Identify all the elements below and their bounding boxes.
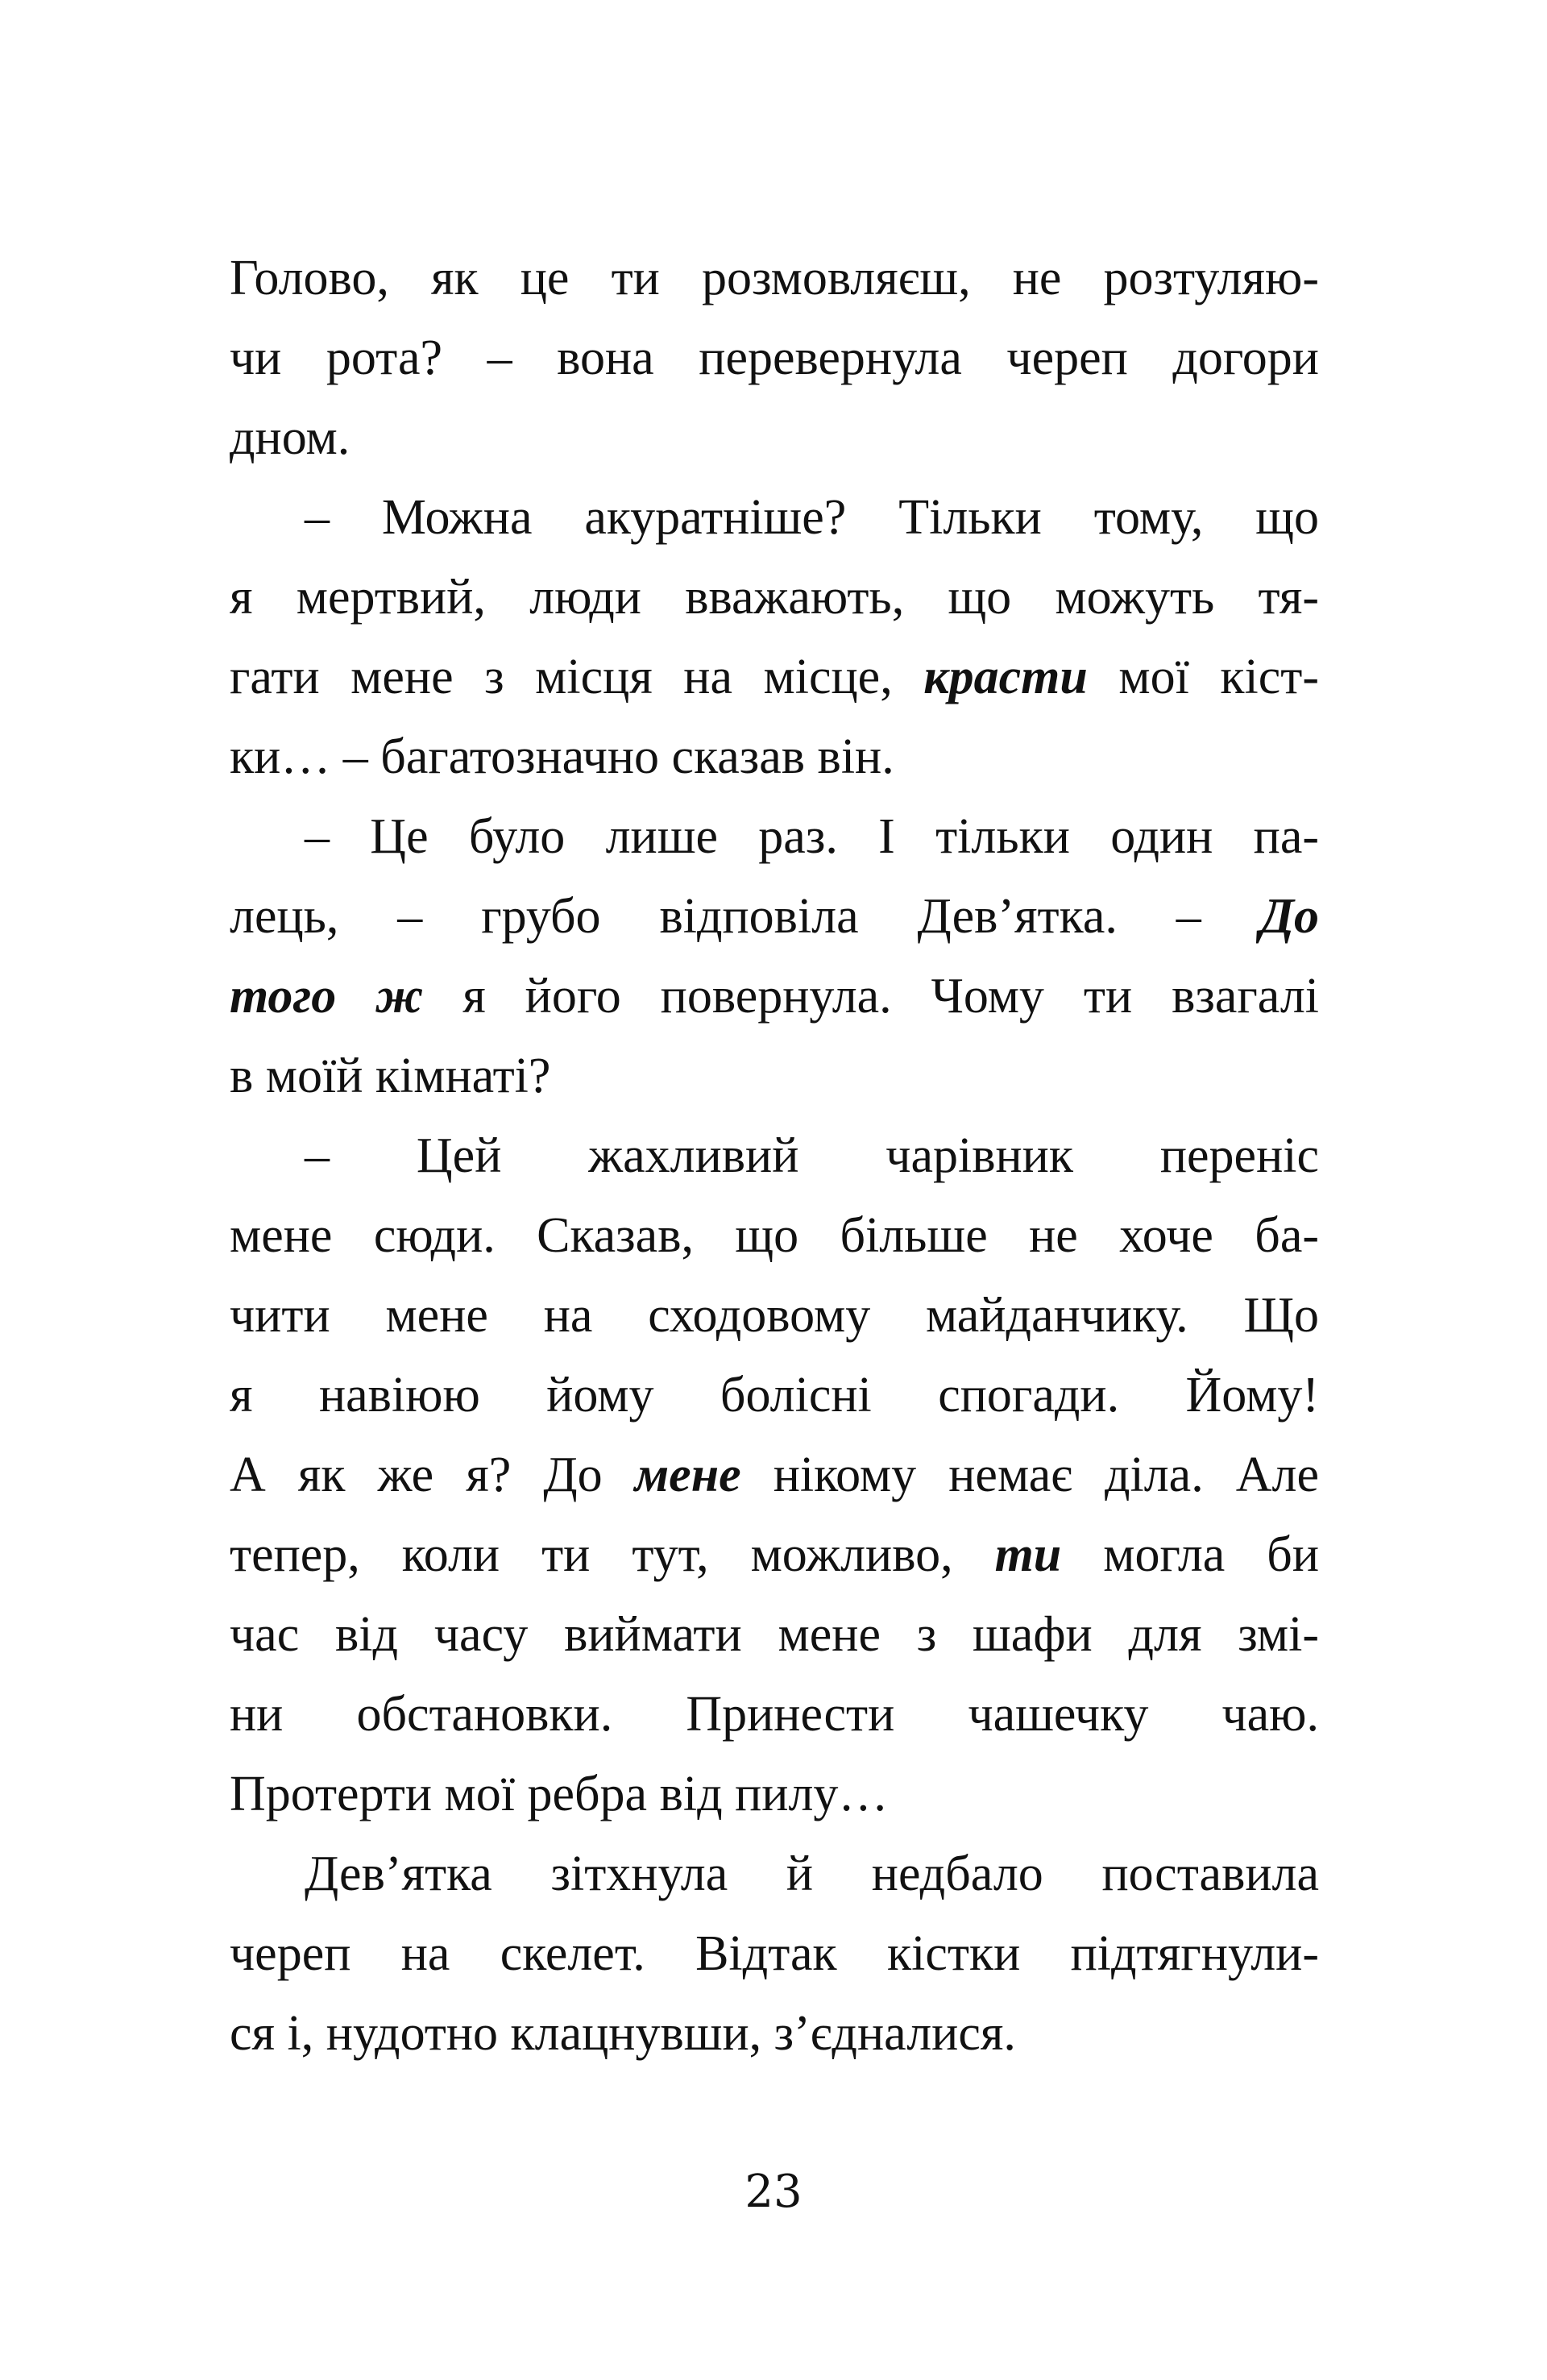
- text-line: [230, 1755, 1319, 1834]
- text-segment: лець, – грубо відповіла Дев’ятка. –: [230, 889, 1260, 944]
- text-segment: ся і, нудотно клацнувши, з’єдналися.: [230, 2006, 1016, 2061]
- paragraph-5: [230, 1834, 1319, 2074]
- text-line: [230, 1435, 1319, 1515]
- text-segment: – Можна акуратніше? Тільки тому, що: [305, 490, 1319, 545]
- text-segment: тепер, коли ти тут, можливо,: [230, 1527, 995, 1582]
- text-line: [230, 239, 1319, 318]
- text-line: [230, 1595, 1319, 1675]
- text-line: [230, 1036, 1319, 1116]
- text-line: [230, 1834, 1319, 1914]
- text-segment: я його повернула. Чому ти взагалі: [423, 969, 1320, 1024]
- text-line: [230, 717, 1319, 797]
- text-segment: ки… – багатозначно сказав він.: [230, 729, 894, 784]
- paragraph-4: [230, 1116, 1319, 1834]
- paragraph-3: [230, 797, 1319, 1116]
- text-segment: череп на скелет. Відтак кістки підтягнули-: [230, 1926, 1319, 1981]
- text-line: [230, 1196, 1319, 1276]
- text-line: [230, 1675, 1319, 1755]
- text-line: [230, 877, 1319, 957]
- emphasis-text: До: [1259, 889, 1319, 944]
- emphasis-text: того ж: [230, 969, 424, 1024]
- text-segment: Протерти мої ребра від пилу…: [230, 1767, 889, 1821]
- text-line: [230, 957, 1319, 1036]
- body-text: [230, 239, 1319, 2074]
- text-segment: А як же я? До: [230, 1448, 635, 1502]
- text-segment: чи рота? – вона перевернула череп догори: [230, 330, 1319, 385]
- text-segment: нікому немає діла. Але: [740, 1448, 1320, 1502]
- text-segment: гати мене з місця на місце,: [230, 650, 924, 704]
- paragraph-2: [230, 478, 1319, 797]
- text-line: [230, 1994, 1319, 2074]
- text-segment: я навіюю йому болісні спогади. Йому!: [230, 1368, 1319, 1423]
- text-line: [230, 1515, 1319, 1595]
- text-segment: чити мене на сходовому майданчику. Що: [230, 1288, 1319, 1343]
- text-segment: в моїй кімнаті?: [230, 1049, 551, 1103]
- text-segment: – Це було лише раз. І тільки один па-: [305, 809, 1319, 864]
- text-line: [230, 318, 1319, 398]
- text-line: [230, 558, 1319, 638]
- text-segment: могла би: [1061, 1527, 1319, 1582]
- text-segment: дном.: [230, 410, 350, 465]
- text-segment: час від часу виймати мене з шафи для змі-: [230, 1607, 1319, 1662]
- emphasis-text: ти: [994, 1527, 1062, 1582]
- text-segment: ни обстановки. Принести чашечку чаю.: [230, 1687, 1319, 1742]
- text-line: [230, 1116, 1319, 1196]
- text-segment: мої кіст-: [1087, 650, 1319, 704]
- page-number: 23: [744, 2166, 803, 2218]
- paragraph-1: [230, 239, 1319, 478]
- emphasis-text: красти: [923, 650, 1088, 704]
- text-line: [230, 398, 1319, 478]
- emphasis-text: мене: [634, 1448, 741, 1502]
- text-segment: мене сюди. Сказав, що більше не хоче ба-: [230, 1208, 1319, 1263]
- text-segment: Голово, як це ти розмовляєш, не розтуляю-: [230, 251, 1319, 305]
- text-line: [230, 797, 1319, 877]
- text-line: [230, 638, 1319, 717]
- text-segment: Дев’ятка зітхнула й недбало поставила: [305, 1846, 1319, 1901]
- text-segment: – Цей жахливий чарівник переніс: [305, 1128, 1319, 1183]
- text-segment: я мертвий, люди вважають, що можуть тя-: [230, 570, 1319, 625]
- text-line: [230, 1914, 1319, 1994]
- text-line: [230, 1356, 1319, 1435]
- text-line: [230, 478, 1319, 558]
- text-line: [230, 1276, 1319, 1356]
